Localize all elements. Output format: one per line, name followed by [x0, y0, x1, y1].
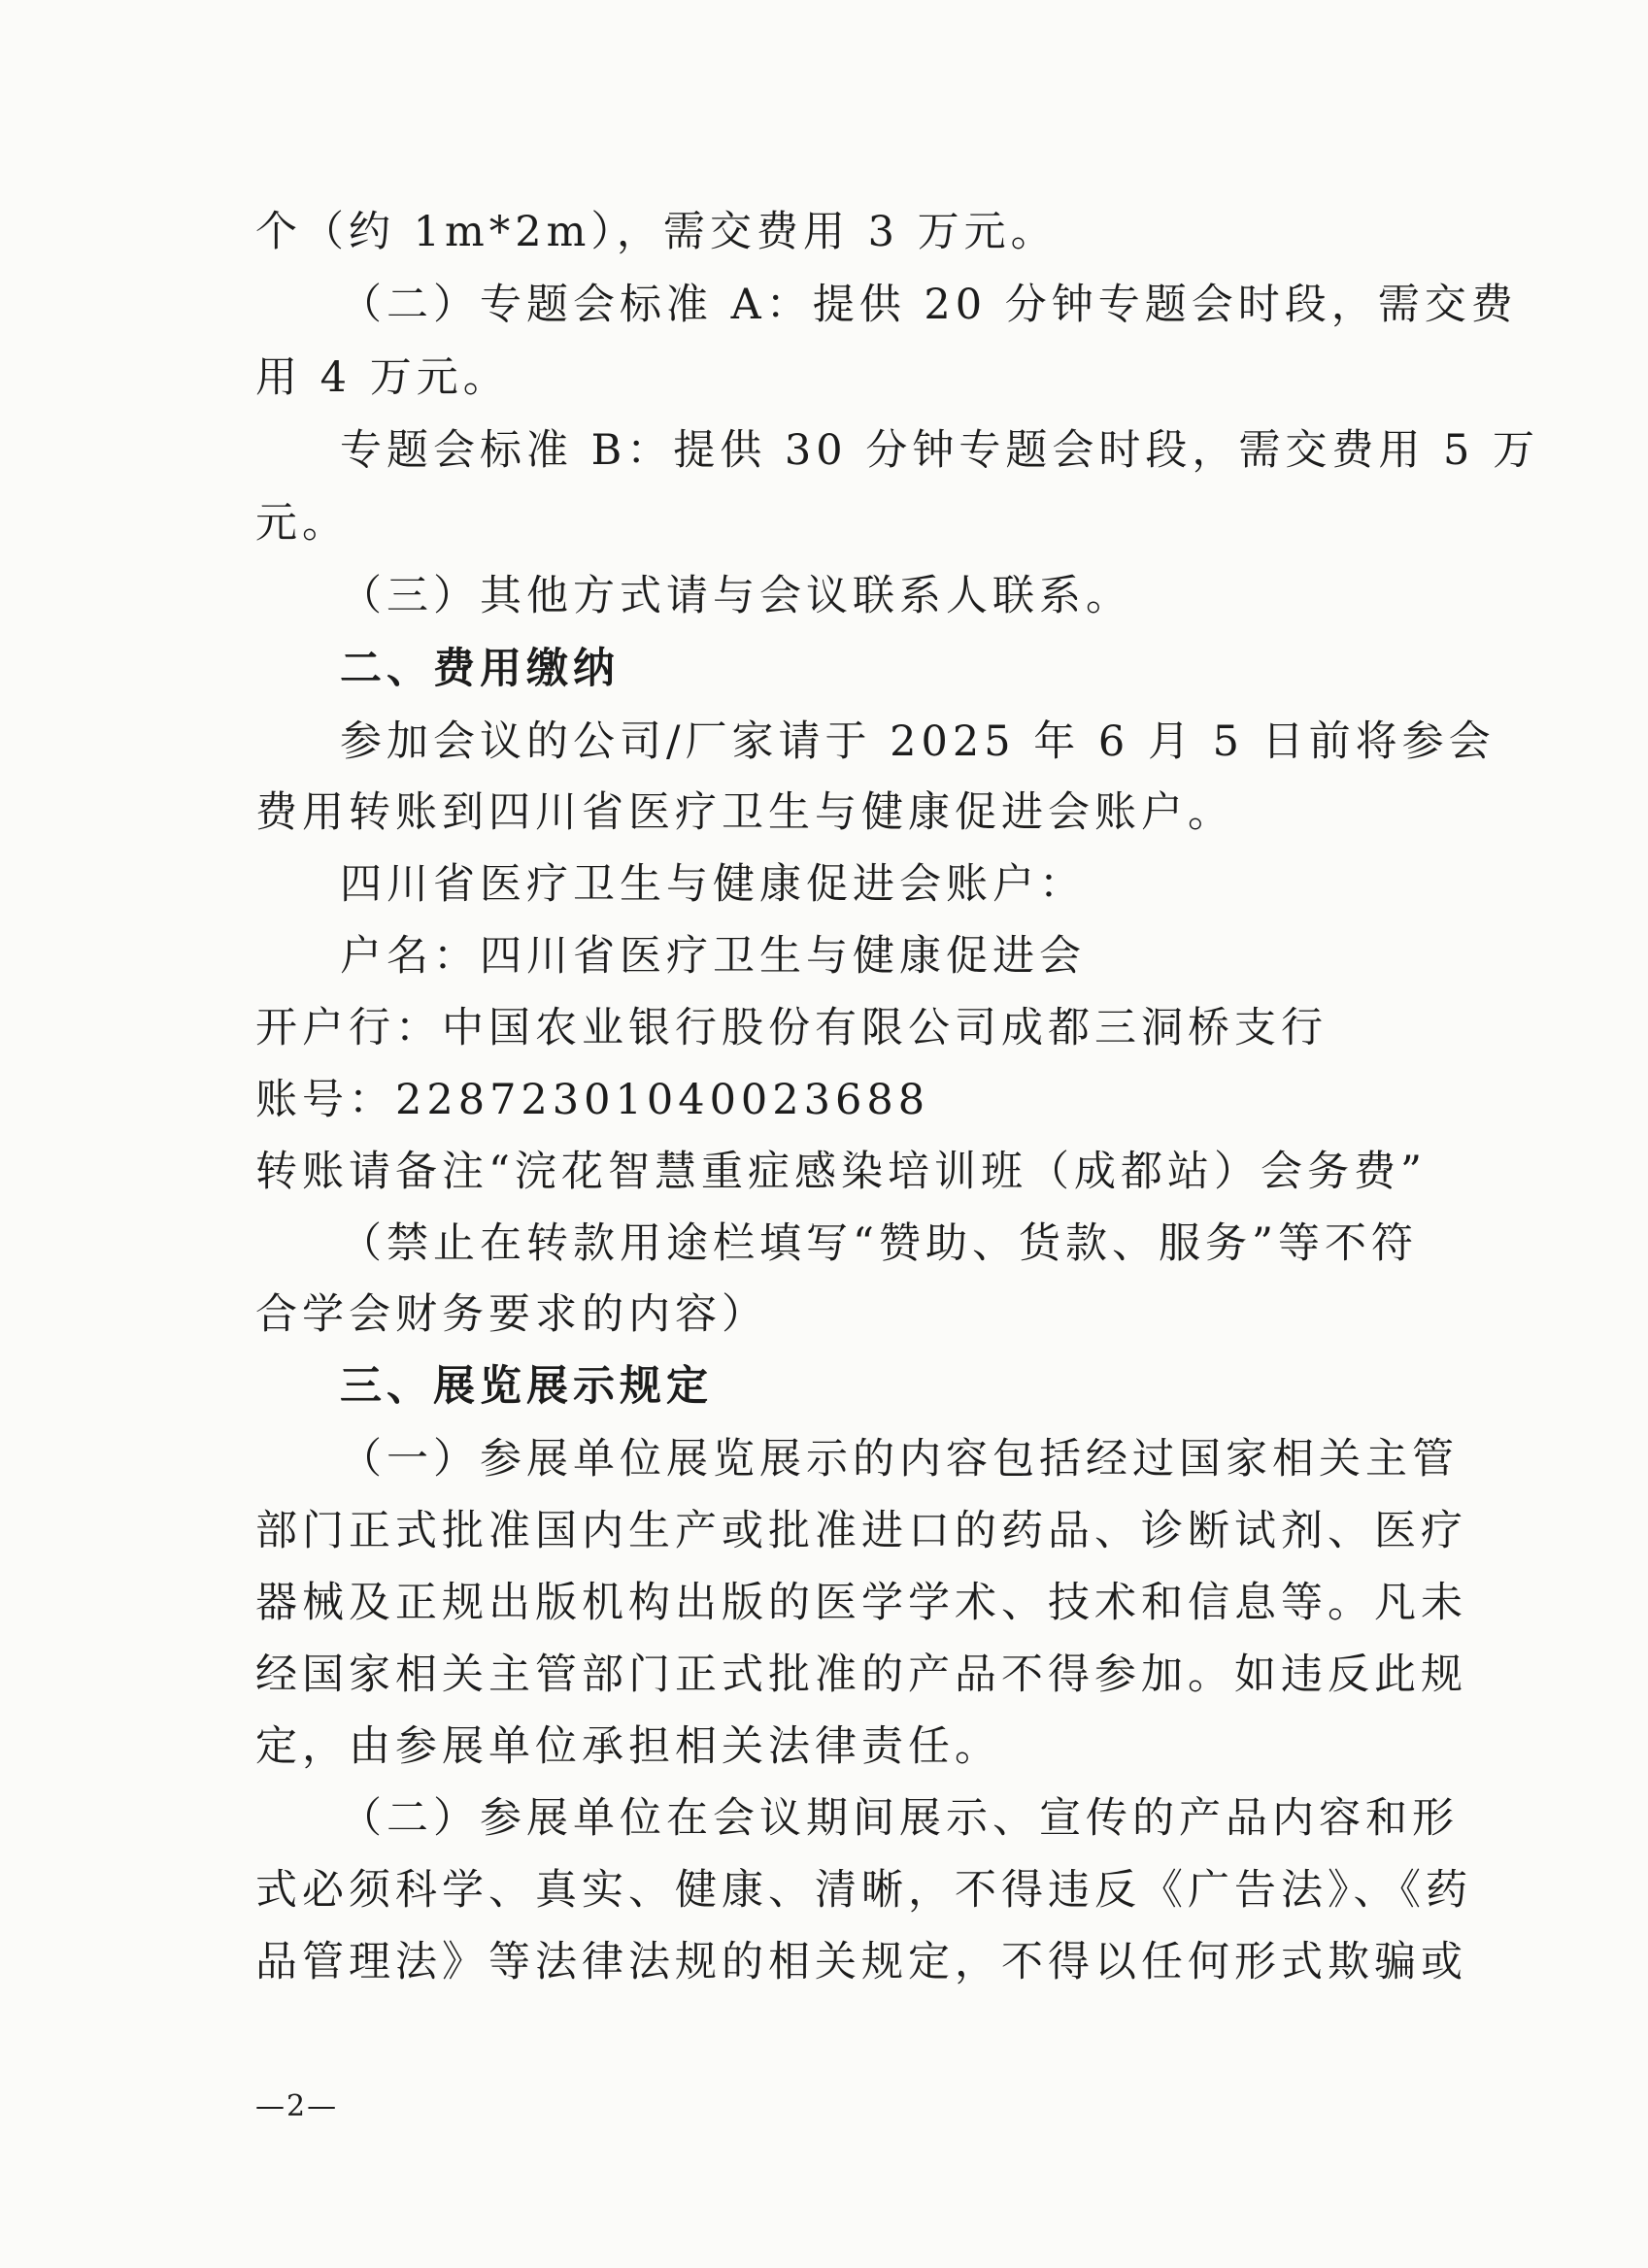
- text-line: 户名：四川省医疗卫生与健康促进会: [340, 932, 1086, 981]
- text-line: 开户行：中国农业银行股份有限公司成都三洞桥支行: [255, 1004, 1328, 1052]
- text-line: 四川省医疗卫生与健康促进会账户：: [340, 860, 1086, 909]
- text-line: 品管理法》等法律法规的相关规定，不得以任何形式欺骗或: [255, 1938, 1467, 1986]
- text-line: 账号：22872301040023688: [255, 1076, 930, 1124]
- text-line: 元。: [255, 499, 349, 548]
- text-line: 转账请备注“浣花智慧重症感染培训班（成都站）会务费”: [255, 1148, 1427, 1196]
- text-line: 费用转账到四川省医疗卫生与健康促进会账户。: [255, 788, 1234, 837]
- text-line: 用 4 万元。: [255, 353, 510, 402]
- text-line: 部门正式批准国内生产或批准进口的药品、诊断试剂、医疗: [255, 1507, 1467, 1555]
- text-line: 式必须科学、真实、健康、清晰，不得违反《广告法》、《药: [255, 1866, 1472, 1915]
- text-line: 专题会标准 B：提供 30 分钟专题会时段，需交费用 5 万: [340, 426, 1540, 475]
- text-line: 器械及正规出版机构出版的医学学术、技术和信息等。凡未: [255, 1579, 1467, 1627]
- text-line: 合学会财务要求的内容）: [255, 1290, 768, 1339]
- text-line: （一）参展单位展览展示的内容包括经过国家相关主管: [340, 1435, 1459, 1484]
- text-line: 参加会议的公司/厂家请于 2025 年 6 月 5 日前将参会: [340, 717, 1496, 766]
- text-line: 定，由参展单位承担相关法律责任。: [255, 1722, 1001, 1771]
- section-heading: 三、展览展示规定: [340, 1362, 713, 1411]
- text-line: （二）参展单位在会议期间展示、宣传的产品内容和形: [340, 1794, 1459, 1843]
- page-number: —2—: [255, 2089, 339, 2123]
- text-line: （禁止在转款用途栏填写“赞助、货款、服务”等不符: [340, 1219, 1418, 1268]
- section-heading: 二、费用缴纳: [340, 645, 620, 693]
- text-line: （二）专题会标准 A：提供 20 分钟专题会时段，需交费: [340, 281, 1518, 329]
- text-line: 个（约 1m*2m），需交费用 3 万元。: [255, 208, 1058, 256]
- text-line: 经国家相关主管部门正式批准的产品不得参加。如违反此规: [255, 1651, 1467, 1699]
- text-line: （三）其他方式请与会议联系人联系。: [340, 572, 1132, 620]
